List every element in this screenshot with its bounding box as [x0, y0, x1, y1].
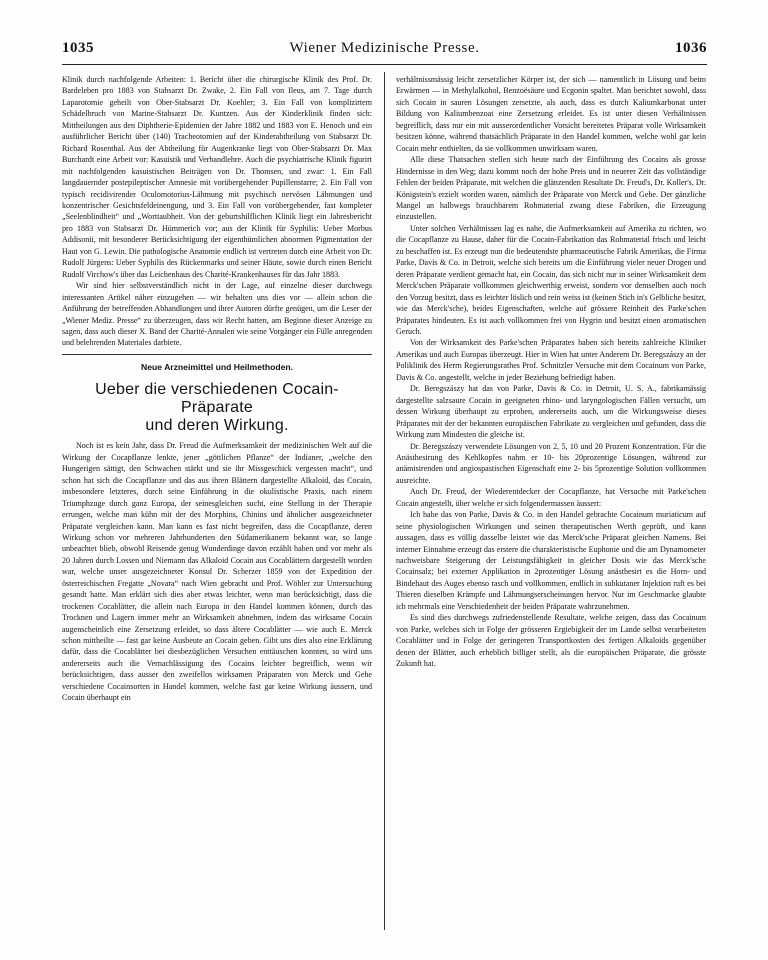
header-rule [62, 64, 707, 65]
journal-title: Wiener Medizinische Presse. [289, 40, 480, 56]
section-divider [62, 354, 372, 355]
paragraph: Von der Wirksamkeit des Parke'schen Präparates haben sich bereits zahlreiche Kliniker Amerikas und auch Europas überzeugt. Hier in Wien hat unter Anderem Dr. Beregszászy an der Poliklinik des Herrn Regierungsrathes Prof. Schnitzler Versuche mit dem Cocainum von Parke, Davis & Co. angestellt, welche in jeder Beziehung befriedigt haben. [396, 338, 706, 382]
column-divider [384, 72, 385, 930]
section-heading: Neue Arzneimittel und Heilmethoden. [141, 361, 293, 372]
page-number-right: 1036 [675, 40, 707, 56]
paragraph: Klinik durch nachfolgende Arbeiten: 1. Bericht über die chirurgische Klinik des Prof. Dr. Bardeleben pro 1883 von Stabsarzt Dr. Zwake, 2. Ein Fall von Ileus, am 7. Tage durch Laparotomie geheilt von Ober-Stabsarzt Dr. Koehler; 3. Ein Fall von komplizirtem Schädelbruch von Marine-Stabsarzt Dr. Kuntzen. Aus der Kinderklinik finden sich: Mittheilungen aus den Diphtherie-Epidemien der Jahre 1882 und 1883 von E. Henoch und ein ausführlicher Bericht über (140) Tracheotomien auf der Kinderabtheilung von Stabsarzt Dr. Richard Rosenthal. Aus der Abtheilung für Augenkranke liegt von Ober-Stabsarzt Dr. Max Burchardt eine Arbeit vor: Kasuistik und Verbandlehre. Auch die psychiatrische Klinik figurirt mit nachfolgenden kasuistischen Beiträgen von Dr. Thomsen, und zwar: 1. Ein Fall langdauernder postepileptischer Amnesie mit vorübergehender Pupillenstarre; 2. Ein Fall von typisch recidivirender Oculomotorius-Lähmung mit psychisch nervösen Lähmungen und konzentrischer Gesichtsfeldeinengung, und 3. Ein Fall von vorübergehender, fast kompleter „Seelenblindheit“ und „Worttaubheit. Von der geburtshilflichen Klinik liegt ein Jahresbericht pro 1883 von Stabsarzt Dr. Hümmerich vor; aus der Klinik für Syphilis: Ueber Morbus Addisonii, mit besonderer Berücksichtigung der eigenthümlichen abnormen Pigmentation der Haut von G. Lewin. Die pathologische Anatomie endlich ist vertreten durch eine Arbeit von Dr. Rudolf Jürgens: Ueber Syphilis des Rückenmarks und seiner Häute, sowie durch einen Bericht Rudolf Virchow's über das Leichenhaus des Charité-Krankenhauses für das Jahr 1883. [62, 75, 372, 279]
page-header [62, 40, 707, 62]
paragraph: Unter solchen Verhältnissen lag es nahe, die Aufmerksamkeit auf Amerika zu richten, wo die Cocapflanze zu Hause, daher für die Cocain-Fabrikation das Rohmaterial frisch und leicht zu beschaffen ist. Es erzeugt nun die bedeutendste pharmaceutische Fabrik Amerikas, die Firma Parke, Davis & Co. in Detroit, welche sich bereits um die Einführung vieler neuer Drogen und deren Präparate verdient gemacht hat, ein Cocain, das sich nicht nur in seiner Wirksamkeit dem Merck'schen Präparate vollkommen gleichwerthig erweist, sondern vor demselben auch noch den Vorzug besitzt, dass es leichter löslich und rein weiss ist (keinen Stich in's Gelbliche besitzt, wie das Merck'sche), beides Eigenschaften, welche auf grössere Reinheit des Parke'schen Präparates hindeuten. Es ist auch vollkommen frei von Hygrin und besitzt einen aromatischen Geruch. [396, 223, 706, 336]
article-title-line-2: und deren Wirkung. [145, 417, 289, 435]
paragraph: Es sind dies durchwegs zufriedenstellende Resultate, welche zeigen, dass das Cocainum von Parke, welches sich in Folge der grösseren Ergiebigkeit der im Lande selbst verarbeiteten Cocablätter und in Folge der geringeren Transportkosten des fertigen Alkaloids gegenüber denen der Blätter, auch erheblich billiger stellt, als die europäischen Präparate, die grösste Zukunft hat. [396, 613, 706, 669]
quotation: Ich habe das von Parke, Davis & Co. in den Handel gebrachte Cocainum muriaticum auf seine physiologischen Wirkungen und seinen therapeutischen Werth geprüft, und kann aussagen, dass es völlig dasselbe leistet wie das Merck'sche Präparat gleichen Namens. Bei interner Einnahme erzeugt das erstere die charakteristische Euphonie und die am Dynamometer nachweisbare Steigerung der Leistungsfähigkeit in gleicher Dosis wie das Merck'sche Cocainsalz; bei externer Applikation in 2prozentiger Lösung anästhesirt es die Horn- und Bindehaut des Auges ebenso rasch und vollkommen, endlich in subkutaner Injektion ruft es bei Thieren dieselben Krämpfe und Lähmungserscheinungen hervor. Nur im Geschmacke glaubte ich mehrmals eine Verschiedenheit der beiden Präparate wahrzunehmen. [396, 510, 706, 611]
right-column [396, 74, 706, 670]
paragraph: Dr. Beregszászy verwendete Lösungen von 2, 5, 10 und 20 Prozent Konzentration. Für die Anästhesirung des Kehlkopfes nahm er 10- bis 20prozentige Lösungen, während zur anämisirenden und angiospastischen Eigenschaft eine 2- bis 5prozentige Solution vollkommen ausreichte. [396, 441, 706, 485]
paragraph: Wir sind hier selbstverständlich nicht in der Lage, auf einzelne dieser durchwegs interessanten Artikel näher einzugehen — wir behalten uns dies vor — allein schon die Anführung der betreffenden Abhandlungen und ihrer Autoren dürfte genügen, um die Leser der „Wiener Mediz. Presse“ zu überzeugen, dass wir Recht hatten, am Beginne dieser Anzeige zu sagen, dass auch dieser X. Band der Charité-Annalen wie seine Vorgänger ein Fülle anregenden und belehrenden Materiales darbiete. [62, 281, 372, 348]
article-title [62, 381, 372, 435]
article-title-line-1: Ueber die verschiedenen Cocain-Präparate [95, 381, 339, 417]
page-number-left: 1035 [62, 40, 94, 56]
paragraph: Noch ist es kein Jahr, dass Dr. Freud die Aufmerksamkeit der medizinischen Welt auf die Wirkung der Cocapflanze lenkte, jener „göttlichen Pflanze“ der Indianer, „welche den Hungerigen sättigt, den Schwachen stärkt und sie ihr Missgeschick vergessen macht“, und schon hat sich die Cocapflanze und das aus ihren Blättern dargestellte Alkaloid, das Cocain, insbesondere letzteres, durch seine Einführung in die okulistische Praxis, nach einem Triumphzuge durch ganz Europa, der seinesgleichen sucht, eine Stellung in der Therapie errungen, welche man kühn mit der des Morphins, Chinins und ähnlicher ausgezeichneter Präparate vergleichen kann. Man kann es fast nicht begreifen, dass die Cocapflanze, deren Wirkung schon vor mehreren Jahrhunderten den Südamerikanern bekannt war, so lange unbeachtet blieb, obwohl Reisende genug Wunderdinge davon erzählt haben und vor mehr als 20 Jahren durch Lossen und Niemann das Alkaloid Cocain aus Cocablättern dargestellt worden war, welche unser ausgezeichneter Konsul Dr. Scherzer 1859 von der Expedition der österreichischen Fregatte „Novara“ nach Wien gebracht und Prof. Wöhler zur Untersuchung gesandt hatte. Man erklärt sich dies aber etwas leichter, wenn man berücksichtigt, dass die trockenen Cocablätter, die allein nach Europa in den Handel kommen können, durch das Trocknen und Lagern immer mehr an Wirksamkeit abnehmen, indem das wirksame Cocain augenscheinlich eine Zersetzung erleidet, so dass ältere Cocablätter — wie auch E. Merck schon mittheilte — fast gar keine Ausbeute an Cocain geben. Gibt uns dies also eine Erklärung dafür, dass die Cocablätter bei diesbezüglichen Versuchen enttäuschen konnten, so wird uns andererseits auch die Vernachlässigung des Cocains leichter begreiflich, wenn wir berücksichtigen, dass ausser den zweifellos wirksamen Präparaten von Merck und Gehe verschiedene Cocainsorten in Handel kommen, welche fast gar keine Wirkung äussern, und Cocain überhaupt ein [62, 441, 372, 703]
paragraph: verhältnissmässig leicht zersetzlicher Körper ist, der sich — namentlich in Lösung und beim Erwärmen — in Methylalkohol, Benzoësäure und Ecgonin spaltet. Man berichtet sowohl, dass sich Cocain in sauren Lösungen zersetzte, als auch, dass es durch Kaliumkarbonat unter Bildung von Kaliumbenzoat eine Zersetzung erleidet. Es ist unter diesen Verhältnissen begreiflich, dass nur ein mit ausserordentlicher Vorsicht bereitetes Präparat volle Wirksamkeit besitzen könne, während thatsächlich Präparate in den Handel kommen, welche wohl gar kein Cocain mehr enthielten, da sie vollkommen unwirksam waren. [396, 75, 706, 153]
left-column [62, 74, 372, 704]
paragraph: Auch Dr. Freud, der Wiederentdecker der Cocapflanze, hat Versuche mit Parke'schen Cocain angestellt, über welche er sich folgendermassen äussert: [396, 487, 706, 508]
paragraph: Alle diese Thatsachen stellen sich heute nach der Einführung des Cocains als grosse Hindernisse in den Weg; dazu kommt noch der hohe Preis und in neuerer Zeit das vollständige Fehlen der beiden Präparate, mit welchen die glänzenden Resultate Dr. Freud's, Dr. Koller's, Dr. Königstein's erzielt worden waren, nämlich der Präparate von Merck und Gehe. Der gänzliche Mangel an halbwegs brauchbarem Rohmaterial zwang diese Fabriken, die Erzeugung einzustellen. [396, 155, 706, 222]
paragraph: Dr. Beregszászy hat das von Parke, Davis & Co. in Detroit, U. S. A., fabrikamässig dargestellte salzsaure Cocain in geeigneten rhino- und laryngologischen Fällen versucht, um dessen Wirkung überhaupt zu erproben, andererseits auch, um die Wirkungsweise dieses Präparates mit der der bekannten europäischen Fabrikate zu vergleichen und gefunden, dass die Wirkung zum Mindesten die gleiche ist. [396, 384, 706, 440]
